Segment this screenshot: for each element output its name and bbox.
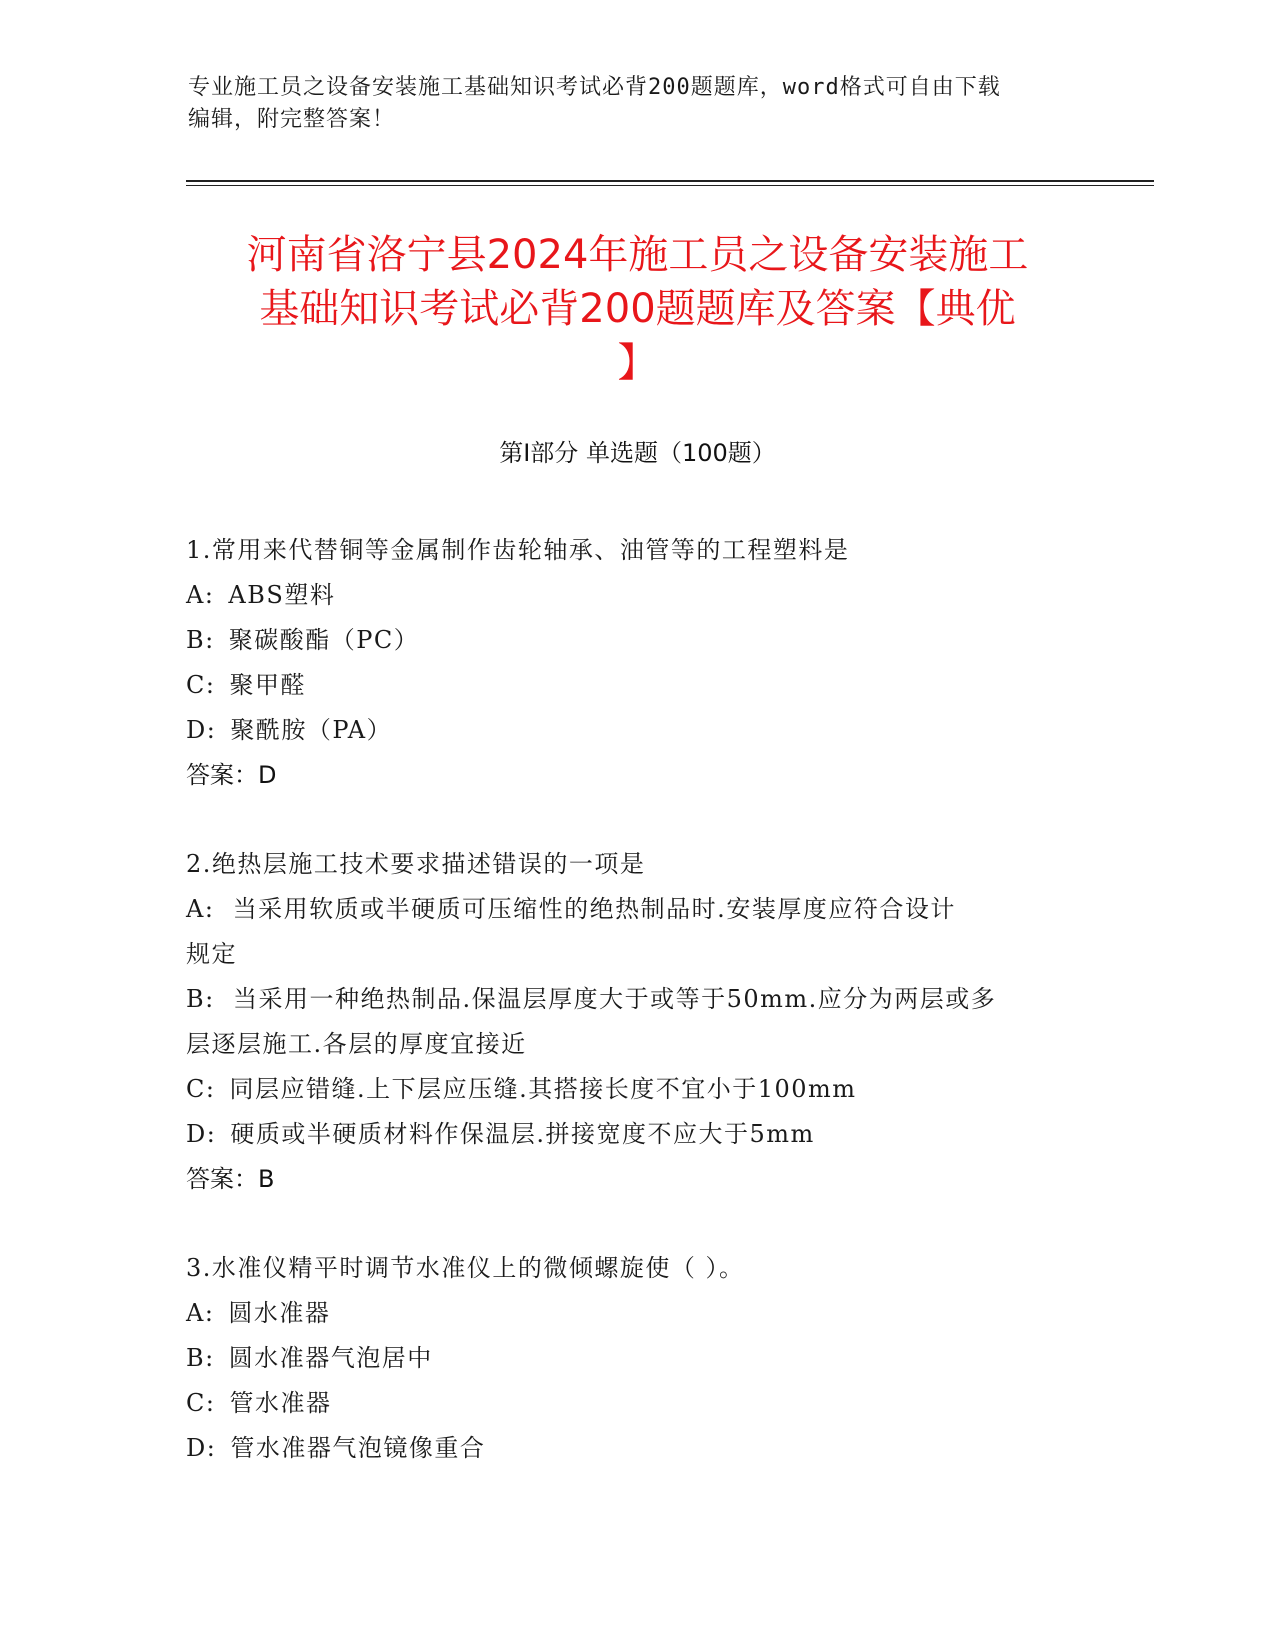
option-key: D: bbox=[186, 1120, 217, 1148]
option-key: C: bbox=[186, 1389, 216, 1417]
question-2 bbox=[186, 842, 1086, 1202]
option-a bbox=[186, 887, 1086, 977]
option-key: C: bbox=[186, 671, 216, 699]
option-text-cont: 层逐层施工.各层的厚度宜接近 bbox=[186, 1030, 527, 1058]
option-text-cont: 规定 bbox=[186, 940, 237, 968]
option-text: 管水准器气泡镜像重合 bbox=[230, 1434, 486, 1462]
document-title bbox=[180, 228, 1095, 390]
header-note-line2: 编辑，附完整答案！ bbox=[188, 107, 396, 132]
option-text: 同层应错缝.上下层应压缝.其搭接长度不宜小于100mm bbox=[229, 1075, 857, 1103]
option-text: 聚酰胺（PA） bbox=[230, 716, 393, 744]
option-text: 圆水准器 bbox=[228, 1299, 331, 1327]
header-divider-thick bbox=[186, 180, 1154, 182]
question-stem: 1.常用来代替铜等金属制作齿轮轴承、油管等的工程塑料是 bbox=[186, 536, 850, 564]
option-c bbox=[186, 1381, 1086, 1426]
title-line1: 河南省洛宁县2024年施工员之设备安装施工 bbox=[246, 232, 1029, 278]
option-c bbox=[186, 663, 1086, 708]
option-text: 聚甲醛 bbox=[229, 671, 306, 699]
option-key: A: bbox=[186, 895, 215, 923]
header-note-line1: 专业施工员之设备安装施工基础知识考试必背200题题库，word格式可自由下载 bbox=[188, 75, 1001, 100]
option-key: A: bbox=[186, 1299, 215, 1327]
option-b bbox=[186, 977, 1086, 1067]
option-d bbox=[186, 1426, 1086, 1471]
option-key: B: bbox=[186, 1344, 215, 1372]
option-key: A: bbox=[186, 581, 215, 609]
option-key: C: bbox=[186, 1075, 216, 1103]
question-3 bbox=[186, 1246, 1086, 1471]
title-line2: 基础知识考试必背200题题库及答案【典优 bbox=[259, 286, 1016, 332]
option-b bbox=[186, 618, 1086, 663]
option-key: D: bbox=[186, 1434, 217, 1462]
question-list bbox=[186, 528, 1086, 1515]
option-a bbox=[186, 573, 1086, 618]
option-text: 硬质或半硬质材料作保温层.拼接宽度不应大于5mm bbox=[230, 1120, 815, 1148]
option-text: 管水准器 bbox=[229, 1389, 332, 1417]
option-d bbox=[186, 708, 1086, 753]
option-text: 当采用一种绝热制品.保温层厚度大于或等于50mm.应分为两层或多 bbox=[233, 985, 997, 1013]
option-text: 聚碳酸酯（PC） bbox=[228, 626, 420, 654]
question-stem: 2.绝热层施工技术要求描述错误的一项是 bbox=[186, 850, 646, 878]
option-text: ABS塑料 bbox=[228, 581, 336, 609]
answer: 答案：D bbox=[186, 761, 277, 789]
question-1 bbox=[186, 528, 1086, 798]
answer: 答案：B bbox=[186, 1165, 275, 1193]
option-key: B: bbox=[186, 626, 215, 654]
question-stem: 3.水准仪精平时调节水准仪上的微倾螺旋使（ ）。 bbox=[186, 1254, 745, 1282]
header-divider-thin bbox=[186, 185, 1154, 186]
option-b bbox=[186, 1336, 1086, 1381]
title-line3: 】 bbox=[617, 340, 658, 386]
option-text: 圆水准器气泡居中 bbox=[228, 1344, 433, 1372]
option-key: B: bbox=[186, 985, 215, 1013]
header-note bbox=[188, 72, 1088, 136]
option-key: D: bbox=[186, 716, 217, 744]
section-heading: 第Ⅰ部分 单选题（100题） bbox=[499, 439, 776, 467]
option-c bbox=[186, 1067, 1086, 1112]
option-text: 当采用软质或半硬质可压缩性的绝热制品时.安装厚度应符合设计 bbox=[232, 895, 956, 923]
option-d bbox=[186, 1112, 1086, 1157]
option-a bbox=[186, 1291, 1086, 1336]
